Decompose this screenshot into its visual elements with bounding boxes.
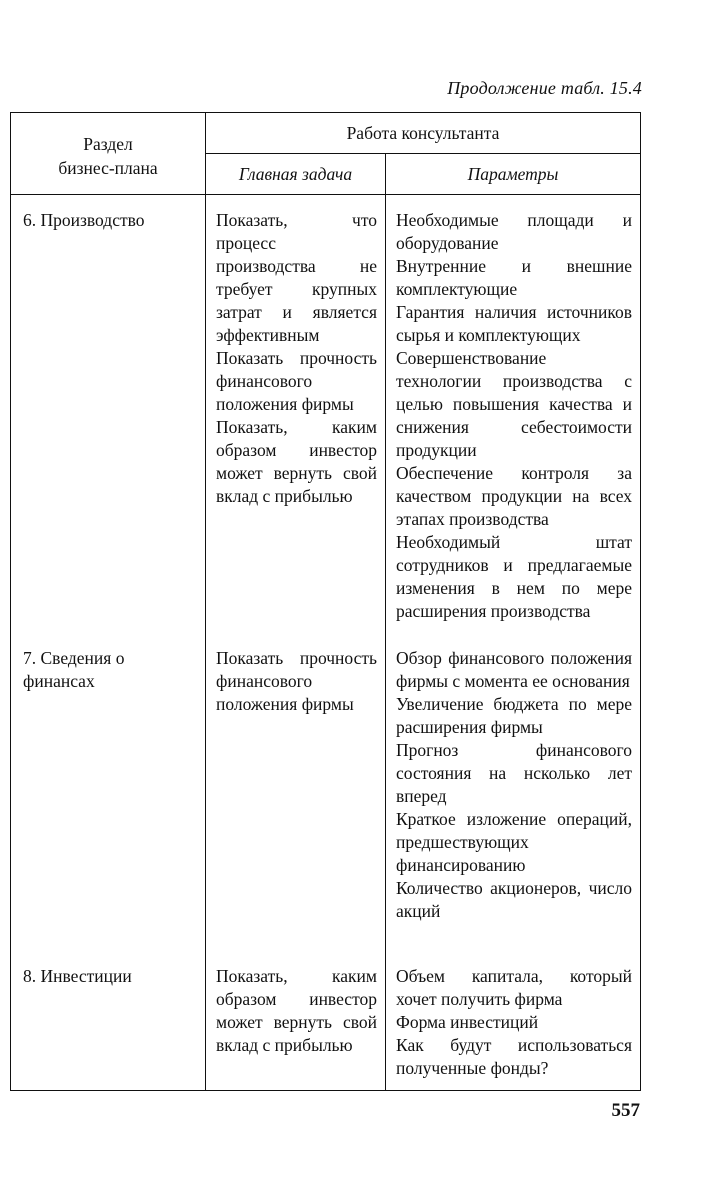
page-number: 557 — [611, 1100, 640, 1121]
parameter-item: Как будут использоваться полученные фонды? — [396, 1035, 632, 1078]
parameter-item: Совершенствование технологии производства с целью повышения качества и снижения себестоимости продукции — [396, 348, 632, 460]
parameter-item: Обеспечение контроля за качеством продукции на всех этапах производства — [396, 463, 632, 529]
parameter-item: Внутренние и внешние комплектующие — [396, 256, 632, 299]
table-row — [11, 195, 641, 634]
parameter-item: Увеличение бюджета по мере расширения фирмы — [396, 694, 632, 737]
goal-item: Показать прочность финансового положения фирмы — [216, 648, 377, 714]
parameter-item: Необходимый штат сотрудников и предлагаемые изменения в нем по мере расширения производства — [396, 532, 632, 621]
table-row — [11, 633, 641, 951]
section-cell — [11, 951, 206, 1091]
parameters-cell — [386, 633, 641, 951]
header-row-top — [11, 113, 641, 154]
table-row — [11, 951, 641, 1091]
parameters-cell — [386, 951, 641, 1091]
goal-cell — [206, 633, 386, 951]
parameter-item: Обзор финансового положения фирмы с момента ее основания — [396, 648, 632, 691]
parameter-item: Гарантия наличия источников сырья и комплектующих — [396, 302, 632, 345]
header-parameters: Параметры — [386, 154, 641, 195]
section-cell — [11, 633, 206, 951]
section-title: 8. Инвестиции — [23, 966, 132, 986]
goal-cell — [206, 195, 386, 634]
parameter-item: Объем капитала, который хочет получить фирма — [396, 966, 632, 1009]
section-cell — [11, 195, 206, 634]
header-section-label: Раздел бизнес-плана — [58, 133, 158, 178]
parameter-item: Необходимые площади и оборудование — [396, 210, 632, 253]
header-main-task: Главная задача — [206, 154, 386, 195]
section-title: 7. Сведения о финансах — [23, 648, 125, 691]
business-plan-table — [10, 112, 641, 1091]
table-continuation-caption: Продолжение табл. 15.4 — [447, 78, 642, 98]
parameter-item: Форма инвестиций — [396, 1012, 539, 1032]
header-section — [11, 113, 206, 195]
parameter-item: Краткое изложение операций, предшествующих финансированию — [396, 809, 632, 875]
parameter-item: Прогноз финансового состояния на нсколько лет вперед — [396, 740, 632, 806]
goal-item: Показать, каким образом инвестор может вернуть свой вклад с прибылью — [216, 417, 377, 506]
goal-item: Показать, что процесс производства не требует крупных затрат и является эффективным — [216, 210, 377, 345]
parameter-item: Количество акционеров, число акций — [396, 878, 632, 921]
goal-cell — [206, 951, 386, 1091]
header-consultant-work: Работа консультанта — [206, 113, 641, 154]
goal-item: Показать прочность финансового положения фирмы — [216, 348, 377, 414]
goal-item: Показать, каким образом инвестор может вернуть свой вклад с прибылью — [216, 966, 377, 1055]
parameters-cell — [386, 195, 641, 634]
section-title: 6. Производство — [23, 210, 145, 230]
